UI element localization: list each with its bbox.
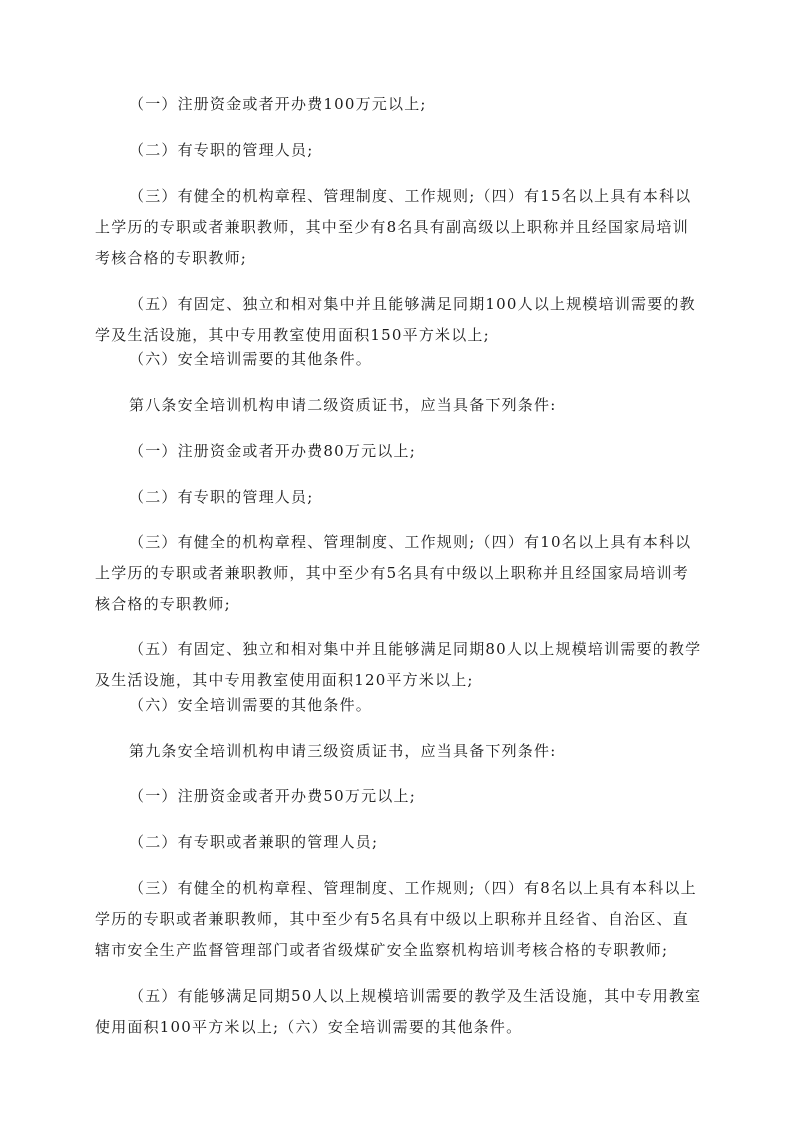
paragraph-8: （二）有专职的管理人员; bbox=[129, 488, 314, 506]
paragraph-10: （五）有固定、独立和相对集中并且能够满足同期80人以上规模培训需要的教学及生活设施，其中专用教室使用面积120平方米以上; bbox=[95, 640, 702, 689]
paragraph-14: （二）有专职或者兼职的管理人员; bbox=[129, 833, 379, 851]
paragraph-2: （二）有专职的管理人员; bbox=[129, 141, 314, 159]
paragraph-1: （一）注册资金或者开办费100万元以上; bbox=[129, 95, 427, 113]
paragraph-5: （六）安全培训需要的其他条件。 bbox=[129, 350, 373, 368]
paragraph-12: 第九条安全培训机构申请三级资质证书，应当具备下列条件: bbox=[129, 742, 557, 760]
paragraph-11: （六）安全培训需要的其他条件。 bbox=[129, 696, 373, 714]
paragraph-13: （一）注册资金或者开办费50万元以上; bbox=[129, 787, 416, 805]
paragraph-3: （三）有健全的机构章程、管理制度、工作规则;（四）有15名以上具有本科以上学历的专职或者兼职教师，其中至少有8名具有副高级以上职称并且经国家局培训考核合格的专职教师; bbox=[95, 187, 692, 267]
paragraph-4: （五）有固定、独立和相对集中并且能够满足同期100人以上规模培训需要的教学及生活设施，其中专用教室使用面积150平方米以上; bbox=[95, 295, 696, 344]
paragraph-9: （三）有健全的机构章程、管理制度、工作规则;（四）有10名以上具有本科以上学历的专职或者兼职教师，其中至少有5名具有中级以上职称并且经国家局培训考核合格的专职教师; bbox=[95, 533, 692, 613]
paragraph-15: （三）有健全的机构章程、管理制度、工作规则;（四）有8名以上具有本科以上学历的专职或者兼职教师，其中至少有5名具有中级以上职称并且经省、自治区、直辖市安全生产监督管理部门或者省级煤矿安全监察机构培训考核合格的专职教师; bbox=[95, 879, 697, 959]
paragraph-7: （一）注册资金或者开办费80万元以上; bbox=[129, 442, 416, 460]
paragraph-16: （五）有能够满足同期50人以上规模培训需要的教学及生活设施，其中专用教室使用面积100平方米以上;（六）安全培训需要的其他条件。 bbox=[95, 987, 702, 1036]
paragraph-6: 第八条安全培训机构申请二级资质证书，应当具备下列条件: bbox=[129, 396, 557, 414]
